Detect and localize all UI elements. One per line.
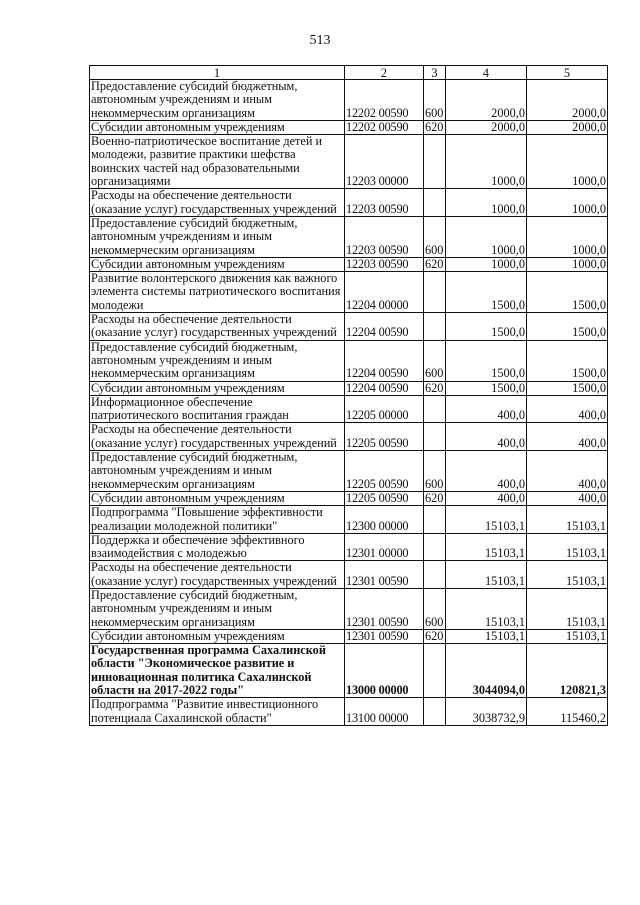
row-code: 12204 00590: [345, 381, 424, 395]
row-expense-type: [424, 506, 446, 534]
row-expense-type: [424, 189, 446, 217]
row-amount-2020: 1000,0: [527, 189, 608, 217]
table-row: [90, 451, 608, 492]
row-code: 12205 00000: [345, 395, 424, 423]
row-amount-2019: 2000,0: [446, 80, 527, 121]
row-amount-2020: 2000,0: [527, 80, 608, 121]
table-row: [90, 491, 608, 505]
row-expense-type: [424, 313, 446, 341]
row-amount-2019: 15103,1: [446, 629, 527, 643]
row-expense-type: 600: [424, 216, 446, 257]
table-row: [90, 189, 608, 217]
row-code: 12301 00590: [345, 629, 424, 643]
table-row: [90, 340, 608, 381]
table-row: [90, 561, 608, 589]
row-amount-2020: 1000,0: [527, 257, 608, 271]
table-row: [90, 506, 608, 534]
row-expense-type: [424, 561, 446, 589]
row-code: 12301 00590: [345, 561, 424, 589]
table-row: [90, 698, 608, 726]
row-expense-type: [424, 644, 446, 698]
table-row: [90, 257, 608, 271]
row-amount-2019: 400,0: [446, 395, 527, 423]
header-col-2: 2: [345, 66, 424, 80]
row-amount-2019: 1500,0: [446, 340, 527, 381]
row-code: 12300 00000: [345, 506, 424, 534]
row-amount-2019: 1000,0: [446, 135, 527, 189]
row-name: Расходы на обеспечение деятельности (оказание услуг) государственных учреждений: [90, 561, 345, 589]
row-amount-2019: 400,0: [446, 423, 527, 451]
row-expense-type: 620: [424, 257, 446, 271]
table-body: [90, 80, 608, 726]
row-name: Военно-патриотическое воспитание детей и молодежи, развитие практики шефства воинских частей над образовательными организациями: [90, 135, 345, 189]
header-col-3: 3: [424, 66, 446, 80]
row-amount-2019: 15103,1: [446, 533, 527, 561]
row-name: Подпрограмма "Повышение эффективности реализации молодежной политики": [90, 506, 345, 534]
header-col-1: 1: [90, 66, 345, 80]
row-code: 12204 00590: [345, 313, 424, 341]
row-name: Предоставление субсидий бюджетным, автономным учреждениям и иным некоммерческим организациям: [90, 340, 345, 381]
row-amount-2019: 3038732,9: [446, 698, 527, 726]
row-expense-type: 620: [424, 491, 446, 505]
row-code: 13100 00000: [345, 698, 424, 726]
header-col-5: 5: [527, 66, 608, 80]
table-row: [90, 395, 608, 423]
row-amount-2020: 15103,1: [527, 506, 608, 534]
row-code: 12204 00590: [345, 340, 424, 381]
row-code: 12205 00590: [345, 451, 424, 492]
row-amount-2020: 15103,1: [527, 588, 608, 629]
table-row: [90, 272, 608, 313]
row-expense-type: [424, 272, 446, 313]
row-code: 12203 00000: [345, 135, 424, 189]
row-expense-type: 620: [424, 381, 446, 395]
budget-table: [89, 65, 608, 726]
row-name: Развитие волонтерского движения как важного элемента системы патриотического воспитания молодежи: [90, 272, 345, 313]
row-amount-2019: 1000,0: [446, 257, 527, 271]
row-amount-2019: 1500,0: [446, 381, 527, 395]
row-name: Информационное обеспечение патриотического воспитания граждан: [90, 395, 345, 423]
row-amount-2020: 400,0: [527, 491, 608, 505]
row-amount-2020: 15103,1: [527, 533, 608, 561]
table-row: [90, 135, 608, 189]
row-amount-2020: 2000,0: [527, 120, 608, 134]
row-name: Субсидии автономным учреждениям: [90, 491, 345, 505]
page-number: 513: [309, 33, 331, 48]
row-amount-2019: 1500,0: [446, 272, 527, 313]
row-code: 12205 00590: [345, 423, 424, 451]
row-expense-type: 600: [424, 451, 446, 492]
row-amount-2020: 1500,0: [527, 272, 608, 313]
row-amount-2020: 1500,0: [527, 340, 608, 381]
row-code: 12203 00590: [345, 189, 424, 217]
table-row: [90, 120, 608, 134]
row-expense-type: 600: [424, 340, 446, 381]
row-amount-2020: 115460,2: [527, 698, 608, 726]
table-row: [90, 423, 608, 451]
row-name: Поддержка и обеспечение эффективного взаимодействия с молодежью: [90, 533, 345, 561]
row-code: 13000 00000: [345, 644, 424, 698]
row-amount-2019: 400,0: [446, 491, 527, 505]
row-name: Предоставление субсидий бюджетным, автономным учреждениям и иным некоммерческим организациям: [90, 80, 345, 121]
row-name: Предоставление субсидий бюджетным, автономным учреждениям и иным некоммерческим организациям: [90, 588, 345, 629]
row-name: Расходы на обеспечение деятельности (оказание услуг) государственных учреждений: [90, 423, 345, 451]
row-amount-2020: 1500,0: [527, 313, 608, 341]
table-row: [90, 313, 608, 341]
row-amount-2020: 400,0: [527, 451, 608, 492]
row-amount-2019: 15103,1: [446, 561, 527, 589]
row-amount-2019: 1000,0: [446, 216, 527, 257]
row-expense-type: [424, 135, 446, 189]
row-expense-type: [424, 423, 446, 451]
table-row: [90, 629, 608, 643]
row-name: Расходы на обеспечение деятельности (оказание услуг) государственных учреждений: [90, 313, 345, 341]
row-amount-2020: 400,0: [527, 423, 608, 451]
row-code: 12301 00590: [345, 588, 424, 629]
row-amount-2019: 15103,1: [446, 506, 527, 534]
row-code: 12205 00590: [345, 491, 424, 505]
table-row: [90, 216, 608, 257]
row-amount-2019: 15103,1: [446, 588, 527, 629]
table-row: [90, 644, 608, 698]
row-amount-2019: 3044094,0: [446, 644, 527, 698]
row-name: Субсидии автономным учреждениям: [90, 381, 345, 395]
row-amount-2019: 400,0: [446, 451, 527, 492]
row-expense-type: [424, 395, 446, 423]
row-code: 12203 00590: [345, 257, 424, 271]
row-name: Подпрограмма "Развитие инвестиционного потенциала Сахалинской области": [90, 698, 345, 726]
row-code: 12202 00590: [345, 80, 424, 121]
table-row: [90, 80, 608, 121]
row-amount-2020: 400,0: [527, 395, 608, 423]
row-amount-2019: 1500,0: [446, 313, 527, 341]
row-name: Расходы на обеспечение деятельности (оказание услуг) государственных учреждений: [90, 189, 345, 217]
row-amount-2020: 1000,0: [527, 135, 608, 189]
row-expense-type: 600: [424, 588, 446, 629]
row-name: Предоставление субсидий бюджетным, автономным учреждениям и иным некоммерческим организациям: [90, 216, 345, 257]
row-code: 12204 00000: [345, 272, 424, 313]
row-amount-2019: 2000,0: [446, 120, 527, 134]
row-name: Субсидии автономным учреждениям: [90, 629, 345, 643]
row-expense-type: 620: [424, 120, 446, 134]
table-row: [90, 381, 608, 395]
row-expense-type: 600: [424, 80, 446, 121]
row-expense-type: [424, 533, 446, 561]
row-expense-type: 620: [424, 629, 446, 643]
row-name: Субсидии автономным учреждениям: [90, 257, 345, 271]
row-code: 12301 00000: [345, 533, 424, 561]
row-amount-2020: 15103,1: [527, 629, 608, 643]
row-code: 12203 00590: [345, 216, 424, 257]
table-header-row: [90, 66, 608, 80]
row-expense-type: [424, 698, 446, 726]
row-code: 12202 00590: [345, 120, 424, 134]
row-name: Субсидии автономным учреждениям: [90, 120, 345, 134]
row-name: Предоставление субсидий бюджетным, автономным учреждениям и иным некоммерческим организациям: [90, 451, 345, 492]
table-row: [90, 533, 608, 561]
row-amount-2019: 1000,0: [446, 189, 527, 217]
table-row: [90, 588, 608, 629]
header-col-4: 4: [446, 66, 527, 80]
row-name: Государственная программа Сахалинской области "Экономическое развитие и инновационная политика Сахалинской области на 2017-2022 годы": [90, 644, 345, 698]
row-amount-2020: 120821,3: [527, 644, 608, 698]
row-amount-2020: 15103,1: [527, 561, 608, 589]
row-amount-2020: 1500,0: [527, 381, 608, 395]
row-amount-2020: 1000,0: [527, 216, 608, 257]
